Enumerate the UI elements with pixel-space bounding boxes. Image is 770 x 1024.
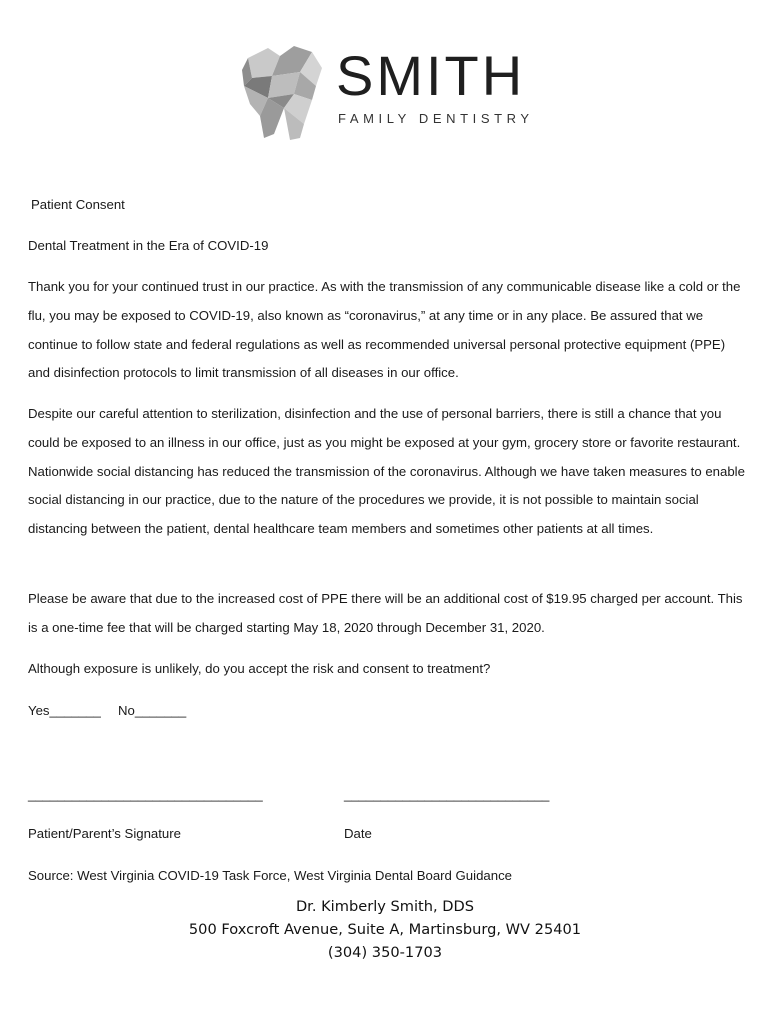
practice-logo [238,40,538,145]
signature-field[interactable]: ________________________________ [28,787,263,802]
paragraph-fee: Please be aware that due to the increased cost of PPE there will be an additional cost of $19.95 charged per account. This is a one-time fee that will be charged starting May 18, 2020 through December 31, 2020. [28,591,743,635]
source-note: Source: West Virginia COVID-19 Task Force, West Virginia Dental Board Guidance [28,868,513,883]
tooth-icon [238,42,324,142]
date-label: Date [344,826,372,841]
page-title: Patient Consent [31,197,125,212]
consent-question: Although exposure is unlikely, do you accept the risk and consent to treatment? [28,661,491,676]
brand-tagline: FAMILY DENTISTRY [338,111,534,126]
date-field[interactable]: ____________________________ [344,787,550,802]
yes-field[interactable]: Yes_______ [28,703,101,718]
footer-contact [0,895,770,964]
brand-name: SMITH [336,44,526,107]
paragraph-intro: Thank you for your continued trust in our practice. As with the transmission of any communicable disease like a cold or the flu, you may be exposed to COVID-19, also known as “coronavirus,” at any time or in any place. Be assured that we continue to follow state and federal regulations as well as recommended universal personal protective equipment (PPE) and disinfection protocols to limit transmission of all diseases in our office. [28,279,741,381]
no-field[interactable]: No_______ [118,703,187,718]
paragraph-risk: Despite our careful attention to sterilization, disinfection and the use of personal barriers, there is still a chance that you could be exposed to an illness in our office, just as you might be exposed at your gym, grocery store or favorite restaurant. Nationwide social distancing has reduced the transmission of the coronavirus. Although we have taken measures to enable social distancing in our practice, due to the nature of the procedures we provide, it is not possible to maintain social distancing between the patient, dental healthcare team members and sometimes other patients at all times. [28,406,745,537]
doctor-name: Dr. Kimberly Smith, DDS [295,898,475,915]
practice-phone: (304) 350-1703 [327,944,443,961]
document-subtitle: Dental Treatment in the Era of COVID-19 [28,238,269,253]
practice-address: 500 Foxcroft Avenue, Suite A, Martinsburg, WV 25401 [188,921,582,938]
signature-label: Patient/Parent’s Signature [28,826,181,841]
